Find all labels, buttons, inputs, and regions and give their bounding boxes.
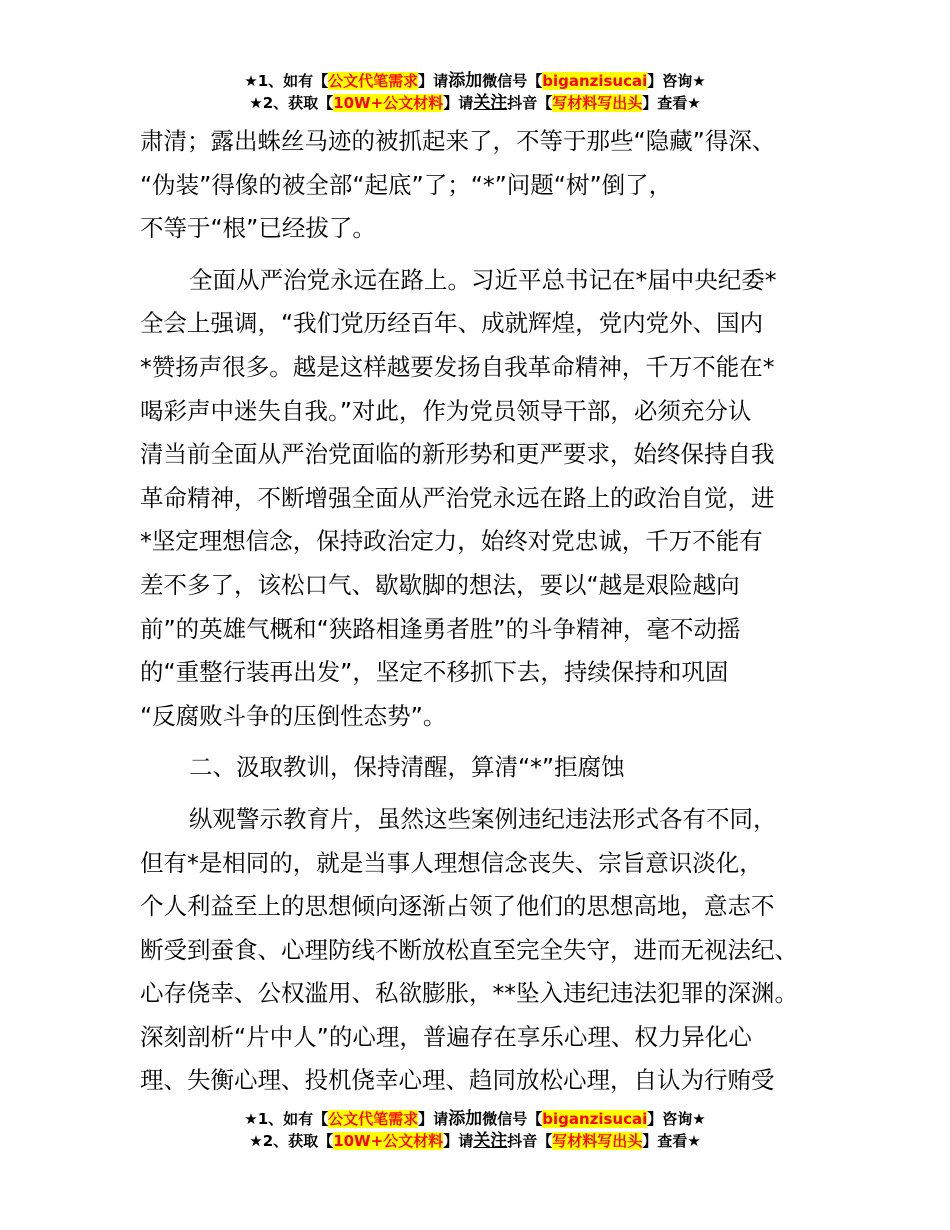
banner-line-2 — [0, 92, 950, 114]
text-line: 断受到蚕食、心理防线不断放松直至完全失守，进而无视法纪、 — [140, 935, 798, 964]
banner-text: ★1、如有【 — [244, 1110, 329, 1128]
banner-highlight: 公文代笔需求 — [328, 72, 419, 90]
banner-text: 抖音【 — [507, 1132, 553, 1150]
text-line: 喝彩声中迷失自我。”对此，作为党员领导干部，必须充分认 — [140, 396, 752, 425]
document-body — [140, 120, 830, 1103]
banner-text: 】请 — [443, 1132, 474, 1150]
banner-underline: 关注 — [473, 93, 508, 113]
section-heading: 二、汲取教训，保持清醒，算清“*”拒腐蚀 — [189, 753, 625, 782]
text-line: 革命精神，不断增强全面从严治党永远在路上的政治自觉，进 — [140, 483, 775, 512]
banner-line-1 — [0, 70, 950, 92]
banner-highlight: 写材料写出头 — [552, 94, 643, 112]
text-line: 心存侥幸、公权滥用、私欲膨胀，**坠入违纪违法犯罪的深渊。 — [140, 979, 798, 1008]
paragraph-first-line: 全面从严治党永远在路上。习近平总书记在*届中央纪委* — [189, 265, 777, 294]
text-line: 差不多了，该松口气、歇歇脚的想法，要以“越是艰险越向 — [140, 570, 740, 599]
text-line: 但有*是相同的，就是当事人理想信念丧失、宗旨意识淡化， — [140, 848, 763, 877]
banner-highlight: 公文代笔需求 — [328, 1110, 419, 1128]
text-line: 理、失衡心理、投机侥幸心理、趋同放松心理，自认为行贿受 — [140, 1066, 775, 1095]
banner-text: 】查看★ — [642, 94, 701, 112]
banner-highlight: biganzisucai — [542, 1110, 648, 1128]
text-line: 清当前全面从严治党面临的新形势和更严要求，始终保持自我 — [140, 440, 775, 469]
banner-highlight: 写材料写出头 — [552, 1132, 643, 1150]
paragraph-first-line: 纵观警示教育片，虽然这些案例违纪违法形式各有不同， — [189, 804, 777, 833]
text-line: 的“重整行装再出发”，坚定不移抓下去，持续保持和巩固 — [140, 658, 729, 687]
banner-text: ★2、获取【 — [249, 1132, 334, 1150]
banner-text: 】请 — [418, 1110, 449, 1128]
text-line: 全会上强调，“我们党历经百年、成就辉煌，党内党外、国内 — [140, 309, 764, 338]
banner-text: 】咨询★ — [647, 72, 706, 90]
banner-underline: 关注 — [473, 1131, 508, 1151]
banner-highlight: biganzisucai — [542, 72, 648, 90]
text-line: 不等于“根”已经拔了。 — [140, 214, 376, 243]
banner-line-2 — [0, 1130, 950, 1152]
banner-text: 】咨询★ — [647, 1110, 706, 1128]
text-line: 前”的英雄气概和“狭路相逢勇者胜”的斗争精神，毫不动摇 — [140, 614, 741, 643]
banner-text: 】请 — [418, 72, 449, 90]
banner-text: 微信号【 — [482, 72, 543, 90]
banner-text: ★2、获取【 — [249, 94, 334, 112]
banner-emphasis: 添加 — [448, 1109, 483, 1129]
footer-banner — [0, 1108, 950, 1152]
banner-text: 】查看★ — [642, 1132, 701, 1150]
text-line: “反腐败斗争的压倒性态势”。 — [140, 701, 447, 730]
text-line: 个人利益至上的思想倾向逐渐占领了他们的思想高地，意志不 — [140, 892, 775, 921]
header-banner — [0, 70, 950, 114]
text-line: 肃清；露出蛛丝马迹的被抓起来了，不等于那些“隐藏”得深、 — [140, 127, 776, 155]
banner-highlight: 10W+公文材料 — [333, 94, 444, 112]
text-line: *坚定理想信念，保持政治定力，始终对党忠诚，千万不能有 — [140, 527, 763, 556]
banner-text: 】请 — [443, 94, 474, 112]
banner-text: 抖音【 — [507, 94, 553, 112]
banner-line-1 — [0, 1108, 950, 1130]
banner-text: ★1、如有【 — [244, 72, 329, 90]
banner-emphasis: 添加 — [448, 71, 483, 91]
text-line: 深刻剖析“片中人”的心理，普遍存在享乐心理、权力异化心 — [140, 1022, 752, 1051]
banner-text: 微信号【 — [482, 1110, 543, 1128]
banner-highlight: 10W+公文材料 — [333, 1132, 444, 1150]
text-line: *赞扬声很多。越是这样越要发扬自我革命精神，千万不能在* — [140, 352, 775, 381]
text-line: “伪装”得像的被全部“起底”了；“*”问题“树”倒了， — [140, 170, 673, 199]
